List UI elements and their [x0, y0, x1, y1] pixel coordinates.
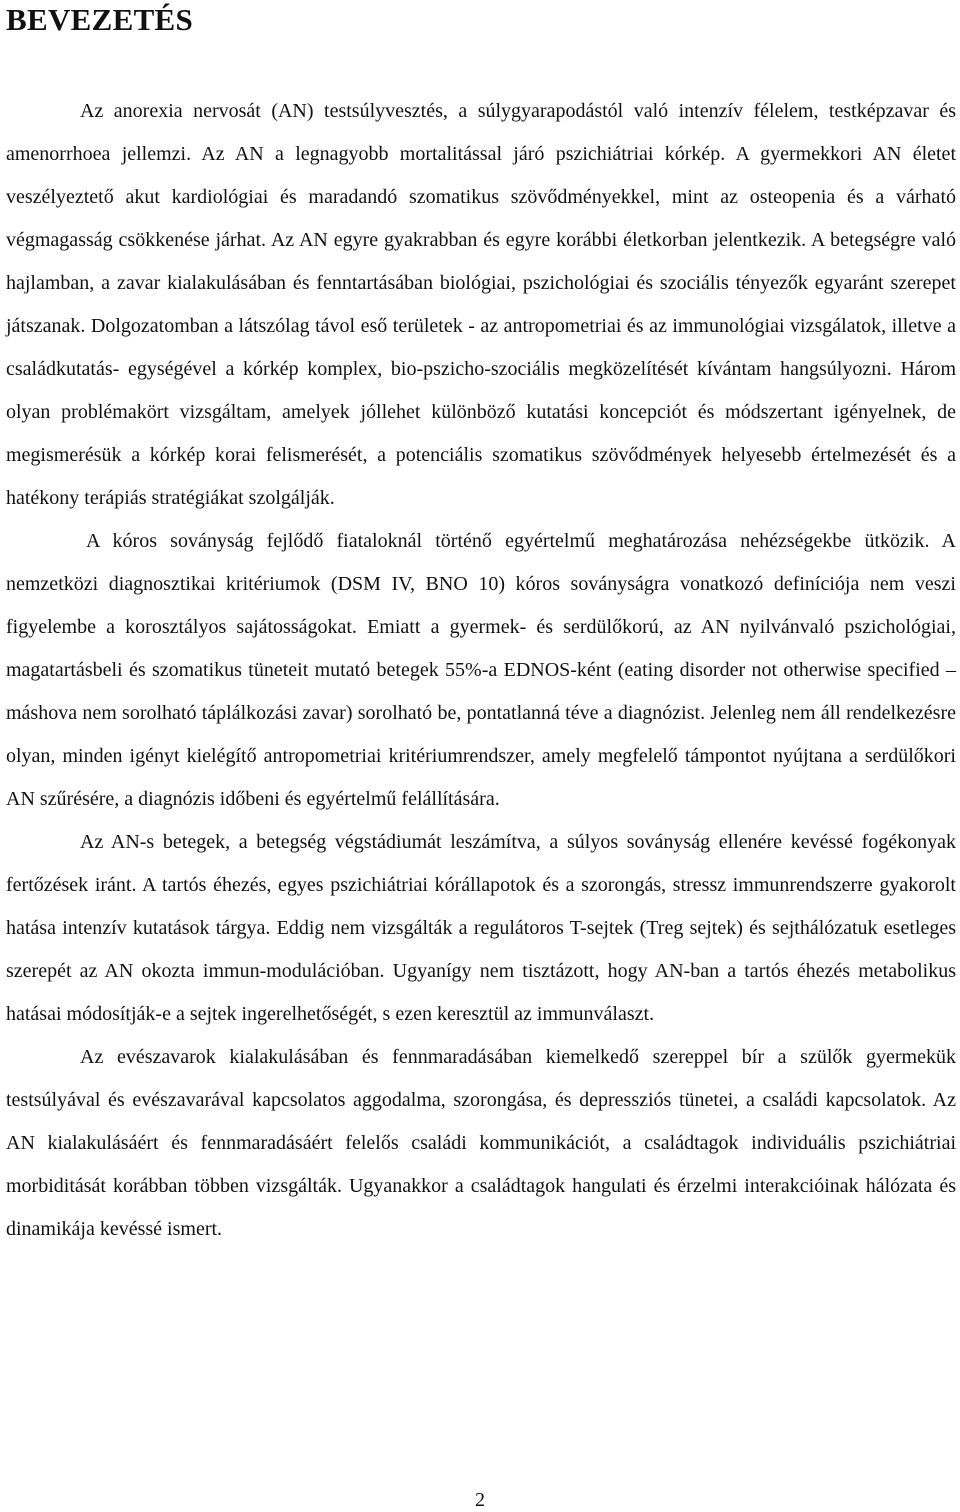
paragraph-family: Az evészavarok kialakulásában és fennmaradásában kiemelkedő szereppel bír a szülők gyermekük testsúlyával és evészavarával kapcsolatos aggodalma, szorongása, és depressziós tünetei, a családi kapcsolatok. Az AN kialakulásáért és fennmaradásáért felelős családi kommunikációt, a családtagok individuális pszichiátriai morbiditását korábban többen vizsgálták. Ugyanakkor a családtagok hangulati és érzelmi interakcióinak hálózata és dinamikája kevéssé ismert. — [6, 1046, 956, 1240]
section-heading: BEVEZETÉS — [6, 2, 194, 37]
body-text — [6, 90, 956, 1251]
paragraph-intro: Az anorexia nervosát (AN) testsúlyvesztés, a súlygyarapodástól való intenzív félelem, testképzavar és amenorrhoea jellemzi. Az AN a legnagyobb mortalitással járó pszichiátriai kórkép. A gyermekkori AN életet veszélyeztető akut kardiológiai és maradandó szomatikus szövődményekkel, mint az osteopenia és a várható végmagasság csökkenése járhat. Az AN egyre gyakrabban és egyre korábbi életkorban jelentkezik. A betegségre való hajlamban, a zavar kialakulásában és fenntartásában biológiai, pszichológiai és szociális tényezők egyaránt szerepet játszanak. Dolgozatomban a látszólag távol eső területek - az antropometriai és az immunológiai vizsgálatok, illetve a családkutatás- egységével a kórkép komplex, bio-pszicho-szociális megközelítését kívántam hangsúlyozni. Három olyan problémakört vizsgáltam, amelyek jóllehet különböző kutatási koncepciót és módszertant igényelnek, de megismerésük a kórkép korai felismerését, a potenciális szomatikus szövődmények helyesebb értelmezését és a hatékony terápiás stratégiákat szolgálják. — [6, 100, 956, 509]
paragraph-diagnosis: A kóros soványság fejlődő fiataloknál történő egyértelmű meghatározása nehézségekbe ütközik. A nemzetközi diagnosztikai kritériumok (DSM IV, BNO 10) kóros soványságra vonatkozó definíciója nem veszi figyelembe a korosztályos sajátosságokat. Emiatt a gyermek- és serdülőkorú, az AN nyilvánvaló pszichológiai, magatartásbeli és szomatikus tüneteit mutató betegek 55%-a EDNOS-ként (eating disorder not otherwise specified – máshova nem sorolható táplálkozási zavar) sorolható be, pontatlanná téve a diagnózist. Jelenleg nem áll rendelkezésre olyan, minden igényt kielégítő antropometriai kritériumrendszer, amely megfelelő támpontot nyújtana a serdülőkori AN szűrésére, a diagnózis időbeni és egyértelmű felállítására. — [6, 530, 956, 810]
paragraph-immunology: Az AN-s betegek, a betegség végstádiumát leszámítva, a súlyos soványság ellenére kevéssé fogékonyak fertőzések iránt. A tartós éhezés, egyes pszichiátriai kórállapotok és a szorongás, stressz immunrendszerre gyakorolt hatása intenzív kutatások tárgya. Eddig nem vizsgálták a regulátoros T-sejtek (Treg sejtek) és sejthálózatuk esetleges szerepét az AN okozta immun-modulációban. Ugyanígy nem tisztázott, hogy AN-ban a tartós éhezés metabolikus hatásai módosítják-e a sejtek ingerelhetőségét, s ezen keresztül az immunválaszt. — [6, 831, 956, 1025]
page-number: 2 — [475, 1489, 485, 1511]
